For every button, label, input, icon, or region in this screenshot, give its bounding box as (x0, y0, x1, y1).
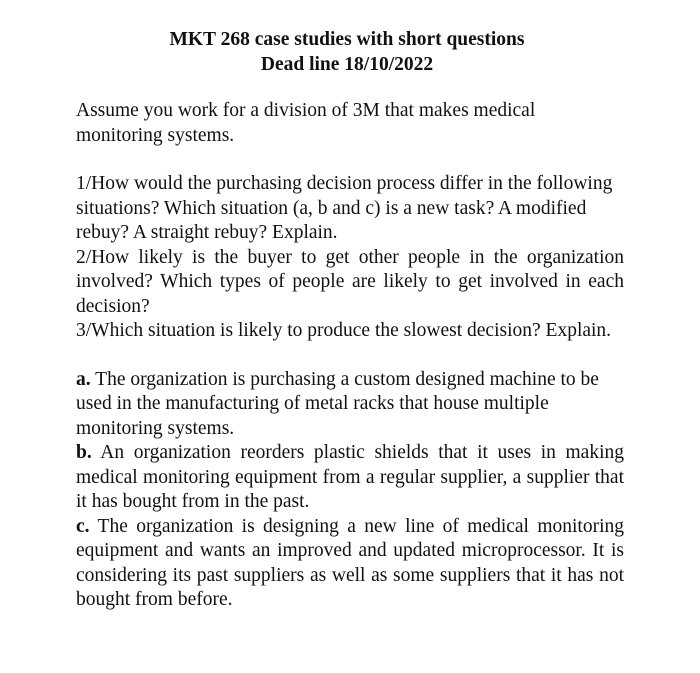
question-1: 1/How would the purchasing decision process differ in the following situations? Which situation (a, b and c) is a new task? A modified rebuy? A straight rebuy? Explain. (76, 173, 613, 243)
case-a (76, 368, 624, 442)
case-b-label: b. (76, 442, 92, 463)
document-page (76, 27, 624, 613)
case-b (76, 441, 624, 515)
intro-paragraph: Assume you work for a division of 3M that makes medical monitoring systems. (76, 100, 536, 146)
case-c-text: The organization is designing a new line of medical monitoring equipment and wants an improved and updated microprocessor. It is considering its past suppliers as well as some suppliers that it has not bought from before. (76, 515, 624, 610)
cases-list (76, 368, 624, 613)
case-c (76, 515, 624, 613)
deadline: Dead line 18/10/2022 (260, 54, 434, 75)
case-a-label: a. (76, 368, 91, 390)
case-a-text: The organization is purchasing a custom designed machine to be used in the manufacturing of metal racks that house multiple monitoring systems. (76, 368, 599, 439)
questions-list (76, 172, 624, 344)
case-c-label: c. (76, 515, 90, 537)
document-title: MKT 268 case studies with short questions (169, 29, 525, 50)
question-3: 3/Which situation is likely to produce the slowest decision? Explain. (76, 320, 612, 341)
case-b-text: An organization reorders plastic shields that it uses in making medical monitoring equipment from a regular supplier, a supplier that it has bought from in the past. (76, 442, 624, 512)
question-2: 2/How likely is the buyer to get other people in the organization involved? Which types of people are likely to get involved in each decision? (76, 246, 624, 317)
document-header (70, 27, 624, 77)
